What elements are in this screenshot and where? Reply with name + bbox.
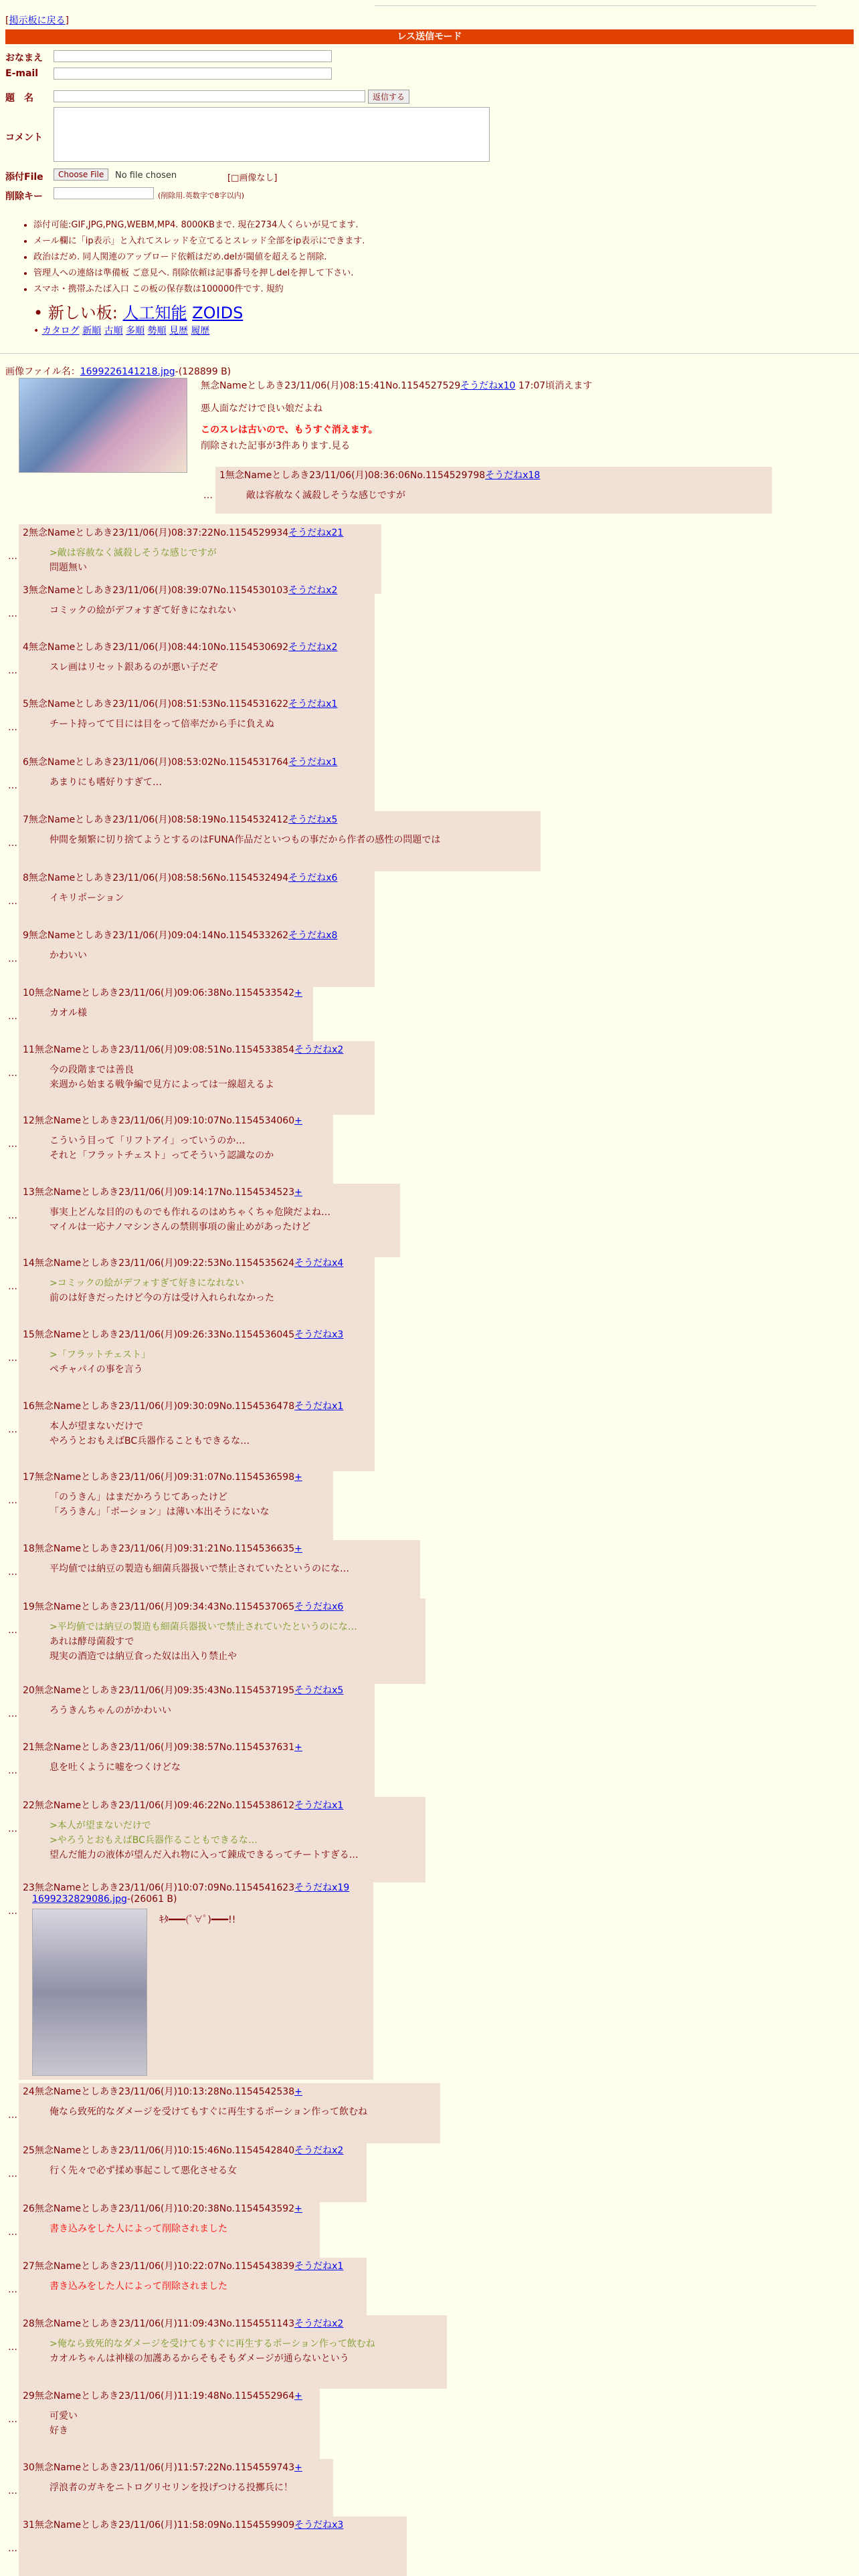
reply-number: 15: [23, 1329, 35, 1340]
reply-number: 27: [23, 2261, 35, 2272]
reply-text: 現実の酒造では納豆食った奴は出入り禁止や: [50, 1651, 237, 1662]
board-link-ai[interactable]: 人工知能: [122, 304, 187, 322]
sodane-link[interactable]: +: [294, 2391, 302, 2401]
reply-post: [19, 1469, 333, 1542]
viewed-link[interactable]: 見歴: [169, 326, 188, 336]
reply-header: 無念Nameとしあき23/11/06(月)09:04:14No.1154533262: [28, 930, 289, 941]
rules-list: [33, 217, 365, 298]
reply-number: 13: [23, 1187, 35, 1198]
reply-text: 仲間を頻繁に切り捨てようとするのはFUNA作品だといつもの事だから作者の感性の問題では: [50, 835, 441, 845]
reply-text: 好き: [50, 2426, 68, 2436]
reply-text: スレ画はリセット銀あるのが悪い子だぞ: [50, 662, 218, 673]
history-link[interactable]: 履歴: [191, 326, 210, 336]
reply-indent-marker: …: [203, 490, 213, 501]
reply-text: ろうきんちゃんのがかわいい: [50, 1705, 171, 1716]
image-file-label: 画像ファイル名：: [5, 366, 80, 377]
op-warning: このスレは古いので、もうすぐ消えます。: [201, 425, 378, 435]
reply-number: 14: [23, 1258, 35, 1269]
sodane-link[interactable]: そうだねx5: [294, 1685, 344, 1696]
reply-post: [19, 1739, 375, 1799]
reply-indent-marker: …: [8, 780, 17, 791]
reply-post: [19, 811, 541, 871]
sodane-link[interactable]: そうだねx18: [485, 470, 541, 481]
reply-number: 16: [23, 1401, 35, 1412]
op-image-info: [5, 364, 231, 378]
sodane-link[interactable]: +: [294, 2462, 302, 2473]
reply-text: カオル様: [50, 1008, 87, 1018]
reply-number: 29: [23, 2391, 35, 2401]
sodane-link[interactable]: そうだねx3: [294, 1329, 344, 1340]
reply-quote: >やろうとおもえばBC兵器作ることもできるな…: [50, 1835, 258, 1846]
reply-header: 無念Nameとしあき23/11/06(月)09:31:21No.1154536635: [34, 1543, 295, 1554]
delkey-label: 削除キー: [5, 191, 43, 202]
sodane-link[interactable]: そうだねx4: [294, 1258, 344, 1269]
reply-quote: >本人が望まないだけで: [50, 1820, 151, 1831]
reply-indent-marker: …: [8, 1765, 17, 1776]
catalog-link[interactable]: カタログ: [41, 326, 80, 336]
sort-many-link[interactable]: 多順: [126, 326, 145, 336]
rule-item: • メール欄に「ip表示」と入れてスレッドを立てるとスレッド全部をip表示にできます.: [33, 233, 365, 249]
reply-post: [19, 1326, 375, 1400]
sodane-link[interactable]: そうだねx1: [294, 2261, 344, 2272]
reply-indent-marker: …: [8, 2284, 17, 2295]
no-image-checkbox[interactable]: [□画像なし]: [227, 173, 278, 183]
reply-number: 20: [23, 1685, 35, 1696]
reply-header: 無念Nameとしあき23/11/06(月)09:30:09No.1154536478: [34, 1401, 295, 1412]
op-deleted-note[interactable]: 削除された記事が3件あります.見る: [201, 441, 351, 451]
reply-post: [19, 2142, 367, 2202]
reply-header: 無念Nameとしあき23/11/06(月)08:37:22No.1154529934: [28, 528, 289, 538]
submit-button[interactable]: 返信する: [368, 90, 409, 104]
reply-indent-marker: …: [8, 2342, 17, 2353]
reply-number: 30: [23, 2462, 35, 2473]
reply-indent-marker: …: [8, 838, 17, 849]
back-link-wrap: [掲示板に戻る]: [5, 15, 69, 26]
sodane-link[interactable]: +: [294, 2086, 302, 2097]
subject-label: 題 名: [5, 93, 33, 104]
sodane-link[interactable]: そうだねx6: [288, 873, 338, 883]
comment-textarea[interactable]: [54, 107, 490, 162]
reply-number: 28: [23, 2319, 35, 2329]
op-post: [201, 378, 592, 454]
reply-indent-marker: …: [8, 1281, 17, 1292]
reply-post: [19, 1184, 400, 1257]
reply-number: 21: [23, 1742, 35, 1753]
reply-indent-marker: …: [8, 2169, 17, 2179]
reply-text: ｷﾀ━━━(ﾟ∀ﾟ)━━━!!: [159, 1915, 236, 1925]
new-boards-label: 新しい板:: [47, 304, 118, 322]
reply-indent-marker: …: [8, 609, 17, 619]
reply-header: 無念Nameとしあき23/11/06(月)09:26:33No.1154536045: [34, 1329, 295, 1340]
op-thumbnail[interactable]: [19, 378, 187, 473]
file-label: 添付File: [5, 172, 43, 183]
reply-post: [19, 1879, 373, 2080]
reply-post: [19, 984, 313, 1045]
reply-indent-marker: …: [8, 1567, 17, 1578]
op-expire: 17:07頃消えます: [518, 381, 593, 391]
reply-indent-marker: …: [8, 1210, 17, 1221]
reply-text: こういう目って「リフトアイ」っていうのか…: [50, 1136, 246, 1146]
reply-post: [19, 1041, 375, 1115]
reply-indent-marker: …: [8, 1353, 17, 1364]
sodane-link[interactable]: +: [294, 2204, 302, 2214]
rule-item: • 政治はだめ. 同人関連のアップロード依頼はだめ.delが閾値を超えると削除.: [33, 249, 365, 265]
reply-text: 前のは好きだったけど今の方は受け入れられなかった: [50, 1293, 274, 1303]
reply-post: [19, 639, 375, 699]
rule-item[interactable]: • スマホ・携帯ふたば入口 この板の保存数は100000件です. 規約: [33, 282, 365, 298]
reply-post: [19, 2200, 320, 2260]
reply-indent-marker: …: [8, 1068, 17, 1079]
sodane-link[interactable]: そうだねx2: [294, 2319, 344, 2329]
reply-number: 11: [23, 1045, 35, 1055]
op-image-size: -(128899 B): [175, 366, 231, 377]
reply-post: [19, 754, 375, 814]
reply-number: 25: [23, 2145, 35, 2156]
delkey-note: (削除用.英数字で8字以内): [158, 191, 245, 200]
reply-text: チート持ってて目には目をって倍率だから手に負えぬ: [50, 719, 274, 730]
sodane-link[interactable]: そうだねx1: [294, 1401, 344, 1412]
reply-text: イキリポーション: [50, 893, 124, 903]
op-sodane[interactable]: そうだねx10: [460, 381, 516, 391]
reply-post: [19, 2459, 333, 2519]
reply-header: 無念Nameとしあき23/11/06(月)08:36:06No.1154529798: [225, 470, 486, 481]
rule-item[interactable]: • 管理人への連絡は準備板 ご意見へ. 削除依頼は記事番号を押しdelを押して下さい.: [33, 265, 365, 282]
reply-indent-marker: …: [8, 1011, 17, 1022]
reply-text: 本人が望まないだけで: [50, 1421, 143, 1432]
reply-header: 無念Nameとしあき23/11/06(月)11:58:09No.1154559909: [34, 2520, 295, 2531]
reply-text: 浮浪者のガキをニトログリセリンを投げつける投擲兵に！: [50, 2482, 293, 2493]
reply-post: [19, 1112, 333, 1186]
reply-text: 問題無い: [50, 562, 87, 573]
name-label: おなまえ: [5, 53, 43, 64]
reply-text: 「のうきん」はまだかろうじてあったけど: [50, 1492, 227, 1503]
reply-post: [19, 2387, 320, 2461]
op-body: 悪人面なだけで良い娘だよね: [201, 403, 322, 414]
reply-text: あれは酵母菌殺すで: [50, 1636, 134, 1647]
reply-text: 「ろうきん」「ポーション」は薄い本出そうにないな: [50, 1507, 270, 1517]
sodane-link[interactable]: +: [294, 988, 302, 998]
reply-text: マイルは一応ナノマシンさんの禁則事項の歯止めがあったけど: [50, 1222, 311, 1232]
reply-indent-marker: …: [8, 896, 17, 907]
reply-number: 23: [23, 1883, 35, 1893]
reply-header: 無念Nameとしあき23/11/06(月)09:10:07No.1154534060: [34, 1115, 295, 1126]
reply-number: 26: [23, 2204, 35, 2214]
reply-header: 無念Nameとしあき23/11/06(月)09:08:51No.1154533854: [34, 1045, 295, 1055]
reply-indent-marker: …: [8, 954, 17, 964]
reply-header: 無念Nameとしあき23/11/06(月)09:35:43No.1154537195: [34, 1685, 295, 1696]
reply-text: 行く先々で必ず揉め事起こして悪化させる女: [50, 2165, 237, 2176]
sodane-link[interactable]: そうだねx2: [288, 585, 338, 596]
reply-header: 無念Nameとしあき23/11/06(月)09:06:38No.1154533542: [34, 988, 295, 998]
reply-text: 望んだ能力の液体が望んだ入れ物に入って錬成できるってチートすぎる…: [50, 1850, 359, 1860]
reply-post: [19, 869, 375, 930]
reply-post: [19, 1540, 420, 1600]
reply-post: [19, 1398, 375, 1471]
reply-post: [19, 1682, 375, 1742]
reply-header: 無念Nameとしあき23/11/06(月)11:09:43No.1154551143: [34, 2319, 295, 2329]
reply-text: 俺なら致死的なダメージを受けてもすぐに再生するポーション作って飲むね: [50, 2107, 368, 2117]
reply-number: 4: [23, 642, 29, 653]
reply-text: かわいい: [50, 950, 87, 961]
reply-number: 8: [23, 873, 29, 883]
reply-header: 無念Nameとしあき23/11/06(月)09:38:57No.1154537631: [34, 1742, 295, 1753]
reply-indent-marker: …: [8, 1424, 17, 1435]
reply-text: それと「フラットチェスト」ってそういう認識なのか: [50, 1150, 274, 1161]
reply-number: 18: [23, 1543, 35, 1554]
reply-quote: >敵は容赦なく滅殺しそうな感じですが: [50, 548, 217, 558]
reply-indent-marker: …: [8, 2414, 17, 2425]
reply-text: 今の段階までは善良: [50, 1065, 134, 1075]
sodane-link[interactable]: そうだねx3: [294, 2520, 344, 2531]
reply-post: [19, 2083, 440, 2143]
sodane-link[interactable]: そうだねx5: [288, 815, 338, 825]
reply-deleted-text: 書き込みをした人によって削除されました: [50, 2224, 227, 2234]
reply-number: 24: [23, 2086, 35, 2097]
reply-header: 無念Nameとしあき23/11/06(月)11:19:48No.1154552964: [34, 2391, 295, 2401]
reply-header: 無念Nameとしあき23/11/06(月)10:07:09No.1154541623: [34, 1883, 295, 1893]
board-link-zoids[interactable]: ZOIDS: [192, 304, 244, 322]
reply-text: やろうとおもえばBC兵器作ることもできるな…: [50, 1436, 250, 1446]
sodane-link[interactable]: +: [294, 1115, 302, 1126]
reply-post: [19, 695, 375, 756]
reply-indent-marker: …: [8, 1139, 17, 1150]
sodane-link[interactable]: +: [294, 1472, 302, 1483]
reply-image-size: -(26061 B): [126, 1894, 177, 1905]
reply-quote: >平均値では納豆の製造も細菌兵器扱いで禁止されていたというのにな…: [50, 1622, 357, 1632]
reply-text: 敵は容赦なく滅殺しそうな感じですが: [246, 490, 405, 501]
reply-indent-marker: …: [8, 665, 17, 676]
reply-post: [19, 582, 375, 642]
sodane-link[interactable]: そうだねx1: [294, 1800, 344, 1811]
name-input[interactable]: [54, 50, 332, 62]
reply-number: 22: [23, 1800, 35, 1811]
reply-number: 10: [23, 988, 35, 998]
reply-header: 無念Nameとしあき23/11/06(月)08:53:02No.1154531764: [28, 757, 289, 768]
reply-header: 無念Nameとしあき23/11/06(月)11:57:22No.1154559743: [34, 2462, 295, 2473]
reply-quote: >「フラットチェスト」: [50, 1350, 151, 1360]
reply-text: 来週から始まる戦争編で見方によっては一線超えるよ: [50, 1079, 274, 1090]
sort-new-link[interactable]: 新順: [82, 326, 102, 336]
reply-text: 可愛い: [50, 2411, 78, 2422]
reply-header: 無念Nameとしあき23/11/06(月)09:34:43No.1154537065: [34, 1602, 295, 1612]
reply-header: 無念Nameとしあき23/11/06(月)09:14:17No.1154534523: [34, 1187, 295, 1198]
sort-pace-link[interactable]: 勢順: [147, 326, 167, 336]
divider: [0, 353, 859, 354]
reply-post: [19, 2258, 367, 2318]
sodane-link[interactable]: そうだねx6: [294, 1602, 344, 1612]
reply-number: 3: [23, 585, 29, 596]
reply-number: 6: [23, 757, 29, 768]
reply-header: 無念Nameとしあき23/11/06(月)10:15:46No.1154542840: [34, 2145, 295, 2156]
reply-post: [19, 1797, 425, 1883]
delkey-input[interactable]: [54, 187, 154, 199]
reply-header: 無念Nameとしあき23/11/06(月)08:58:56No.1154532494: [28, 873, 289, 883]
reply-text: ペチャパイの事を言う: [50, 1364, 143, 1375]
reply-quote: >俺なら致死的なダメージを受けてもすぐに再生するポーション作って飲むね: [50, 2339, 375, 2349]
reply-text: 事実上どんな目的のものでも作れるのはめちゃくちゃ危険だよね…: [50, 1207, 330, 1218]
email-input[interactable]: [54, 68, 332, 80]
reply-number: 7: [23, 815, 29, 825]
reply-indent-marker: …: [8, 1906, 17, 1917]
reply-number: 12: [23, 1115, 35, 1126]
reply-indent-marker: …: [8, 722, 17, 733]
reply-indent-marker: …: [8, 1824, 17, 1834]
reply-indent-marker: …: [8, 2227, 17, 2238]
reply-number: 31: [23, 2520, 35, 2531]
reply-deleted-text: 書き込みをした人によって削除されました: [50, 2281, 227, 2292]
catalog-links: • カタログ 新順 古順 多順 勢順 見歴 履歴: [33, 326, 210, 336]
op-image-link[interactable]: 1699226141218.jpg: [80, 366, 175, 377]
new-boards: • 新しい板: 人工知能 ZOIDS: [33, 304, 244, 322]
reply-header: 無念Nameとしあき23/11/06(月)09:22:53No.1154535624: [34, 1258, 295, 1269]
reply-text: カオルちゃんは神様の加護あるからそもそもダメージが通らないという: [50, 2353, 349, 2364]
reply-number: 5: [23, 699, 29, 710]
sodane-link[interactable]: そうだねx1: [288, 757, 338, 768]
rule-item: • 添付可能:GIF,JPG,PNG,WEBM,MP4. 8000KBまで. 現在2734人くらいが見てます.: [33, 217, 365, 233]
reply-thumbnail[interactable]: [32, 1909, 147, 2076]
reply-number: 1: [219, 470, 225, 481]
op-header: 無念Nameとしあき23/11/06(月)08:15:41No.1154527529: [201, 381, 461, 391]
subject-input[interactable]: [54, 90, 365, 102]
comment-label: コメント: [5, 132, 43, 143]
reply-indent-marker: …: [8, 2486, 17, 2496]
reply-header: 無念Nameとしあき23/11/06(月)10:22:07No.1154543839: [34, 2261, 295, 2272]
reply-post: [19, 927, 375, 987]
reply-post: [215, 467, 772, 514]
sort-old-link[interactable]: 古順: [104, 326, 123, 336]
back-to-board-link[interactable]: 掲示板に戻る: [9, 15, 66, 26]
file-status: No file chosen: [115, 171, 177, 181]
reply-text: コミックの絵がデフォすぎて好きになれない: [50, 605, 237, 616]
reply-indent-marker: …: [8, 1495, 17, 1506]
reply-quote: >コミックの絵がデフォすぎて好きになれない: [50, 1278, 244, 1289]
reply-post: [19, 2315, 447, 2389]
sodane-link[interactable]: そうだねx2: [288, 642, 338, 653]
reply-post: [19, 2516, 407, 2576]
reply-indent-marker: …: [8, 2110, 17, 2121]
sodane-link[interactable]: そうだねx19: [294, 1883, 350, 1893]
reply-number: 17: [23, 1472, 35, 1483]
sodane-link[interactable]: そうだねx2: [294, 2145, 344, 2156]
reply-mode-bar: レス送信モード: [5, 29, 854, 44]
reply-header: 無念Nameとしあき23/11/06(月)08:39:07No.1154530103: [28, 585, 289, 596]
choose-file-button[interactable]: Choose File: [54, 169, 108, 181]
sodane-link[interactable]: そうだねx1: [288, 699, 338, 710]
reply-header: 無念Nameとしあき23/11/06(月)09:31:07No.1154536598: [34, 1472, 295, 1483]
reply-header: 無念Nameとしあき23/11/06(月)08:58:19No.1154532412: [28, 815, 289, 825]
reply-header: 無念Nameとしあき23/11/06(月)08:44:10No.1154530692: [28, 642, 289, 653]
reply-post: [19, 1255, 375, 1328]
reply-header: 無念Nameとしあき23/11/06(月)08:51:53No.1154531622: [28, 699, 289, 710]
sodane-link[interactable]: +: [294, 1543, 302, 1554]
sodane-link[interactable]: そうだねx21: [288, 528, 344, 538]
reply-indent-marker: …: [8, 1625, 17, 1636]
reply-number: 9: [23, 930, 29, 941]
top-divider: [375, 5, 816, 6]
sodane-link[interactable]: +: [294, 1742, 302, 1753]
reply-number: 2: [23, 528, 29, 538]
reply-indent-marker: …: [8, 1709, 17, 1719]
sodane-link[interactable]: そうだねx8: [288, 930, 338, 941]
reply-header: 無念Nameとしあき23/11/06(月)10:20:38No.1154543592: [34, 2204, 295, 2214]
reply-number: 19: [23, 1602, 35, 1612]
sodane-link[interactable]: そうだねx2: [294, 1045, 344, 1055]
reply-post: [19, 1598, 425, 1684]
reply-indent-marker: …: [8, 2543, 17, 2554]
reply-text: あまりにも嗜好りすぎて…: [50, 777, 162, 788]
reply-text: 息を吐くように嘘をつくけどな: [50, 1762, 181, 1773]
reply-indent-marker: …: [8, 551, 17, 562]
email-label: E-mail: [5, 68, 39, 79]
sodane-link[interactable]: +: [294, 1187, 302, 1198]
reply-header: 無念Nameとしあき23/11/06(月)10:13:28No.1154542538: [34, 2086, 295, 2097]
reply-image-link[interactable]: 1699232829086.jpg: [32, 1894, 127, 1905]
reply-header: 無念Nameとしあき23/11/06(月)09:46:22No.1154538612: [34, 1800, 295, 1811]
reply-text: 平均値では納豆の製造も細菌兵器扱いで禁止されていたというのにな…: [50, 1564, 349, 1574]
